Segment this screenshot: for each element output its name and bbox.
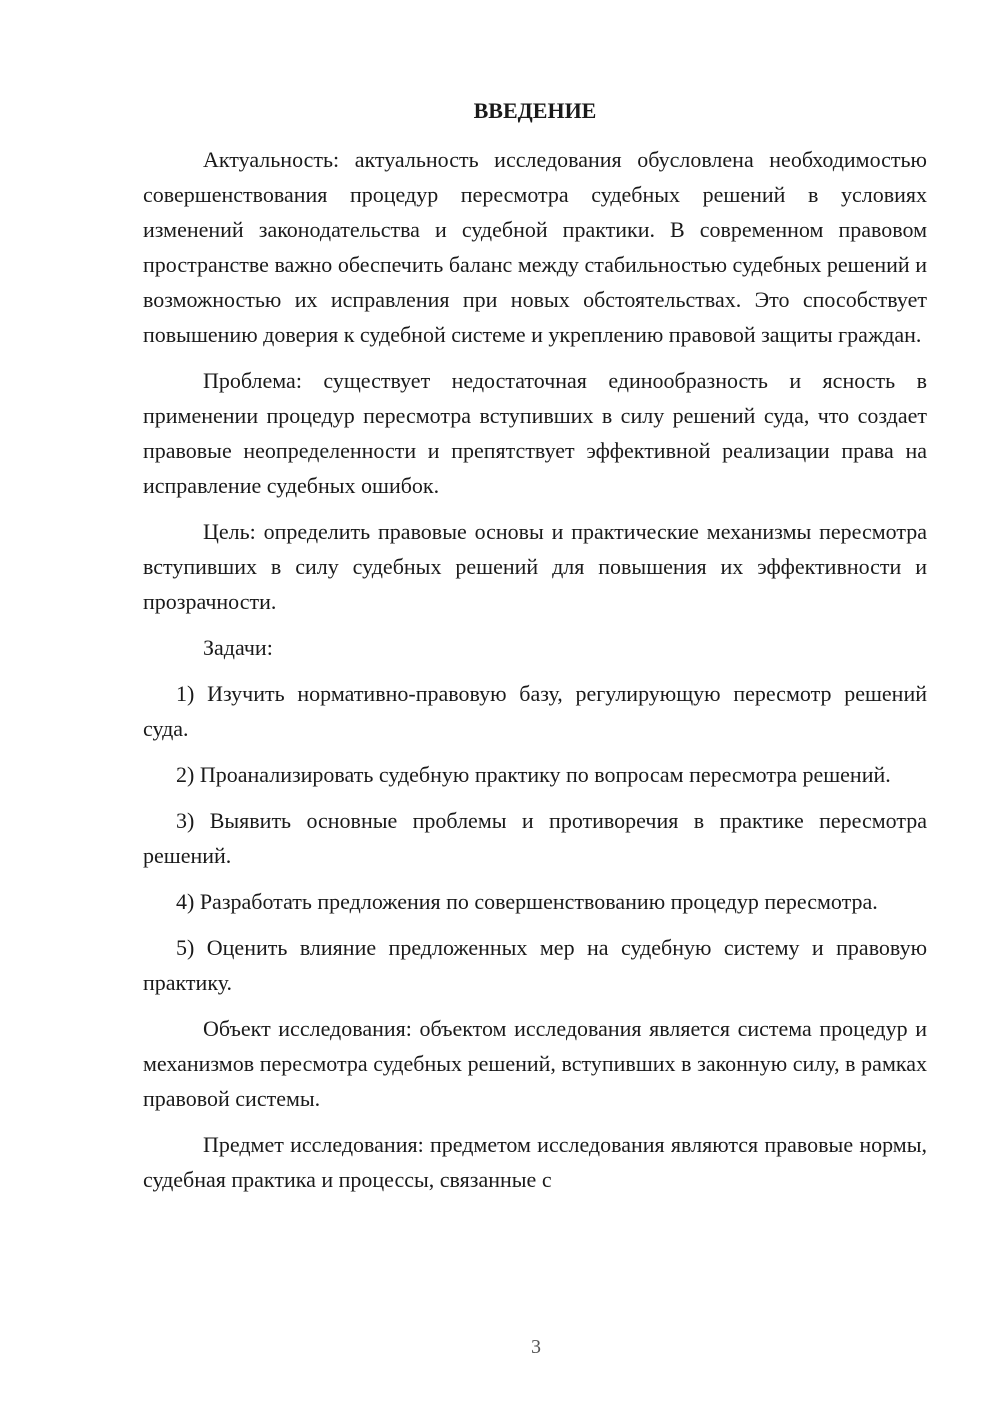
paragraph-tasks-heading: Задачи: xyxy=(203,635,273,660)
paragraph-subject: Предмет исследования: предметом исследования являются правовые нормы, судебная практика и процессы, связанные с xyxy=(143,1132,927,1192)
page-title: ВВЕДЕНИЕ xyxy=(473,98,597,123)
document-body xyxy=(143,142,927,1197)
page-number: 3 xyxy=(531,1336,541,1358)
task-item-3: 3) Выявить основные проблемы и противоречия в практике пересмотра решений. xyxy=(143,808,927,868)
task-item-1: 1) Изучить нормативно-правовую базу, регулирующую пересмотр решений суда. xyxy=(143,681,927,741)
task-item-5: 5) Оценить влияние предложенных мер на судебную систему и правовую практику. xyxy=(143,935,927,995)
paragraph-relevance: Актуальность: актуальность исследования обусловлена необходимостью совершенствования процедур пересмотра судебных решений в условиях изменений законодательства и судебной практики. В современном правовом пространстве важно обеспечить баланс между стабильностью судебных решений и возможностью их исправления при новых обстоятельствах. Это способствует повышению доверия к судебной системе и укреплению правовой защиты граждан. xyxy=(143,147,927,347)
paragraph-goal: Цель: определить правовые основы и практические механизмы пересмотра вступивших в силу судебных решений для повышения их эффективности и прозрачности. xyxy=(143,519,927,614)
paragraph-object: Объект исследования: объектом исследования является система процедур и механизмов пересмотра судебных решений, вступивших в законную силу, в рамках правовой системы. xyxy=(143,1016,927,1111)
paragraph-problem: Проблема: существует недостаточная единообразность и ясность в применении процедур пересмотра вступивших в силу решений суда, что создает правовые неопределенности и препятствует эффективной реализации права на исправление судебных ошибок. xyxy=(143,368,927,498)
task-item-2: 2) Проанализировать судебную практику по вопросам пересмотра решений. xyxy=(176,762,891,787)
task-item-4: 4) Разработать предложения по совершенствованию процедур пересмотра. xyxy=(176,889,878,914)
